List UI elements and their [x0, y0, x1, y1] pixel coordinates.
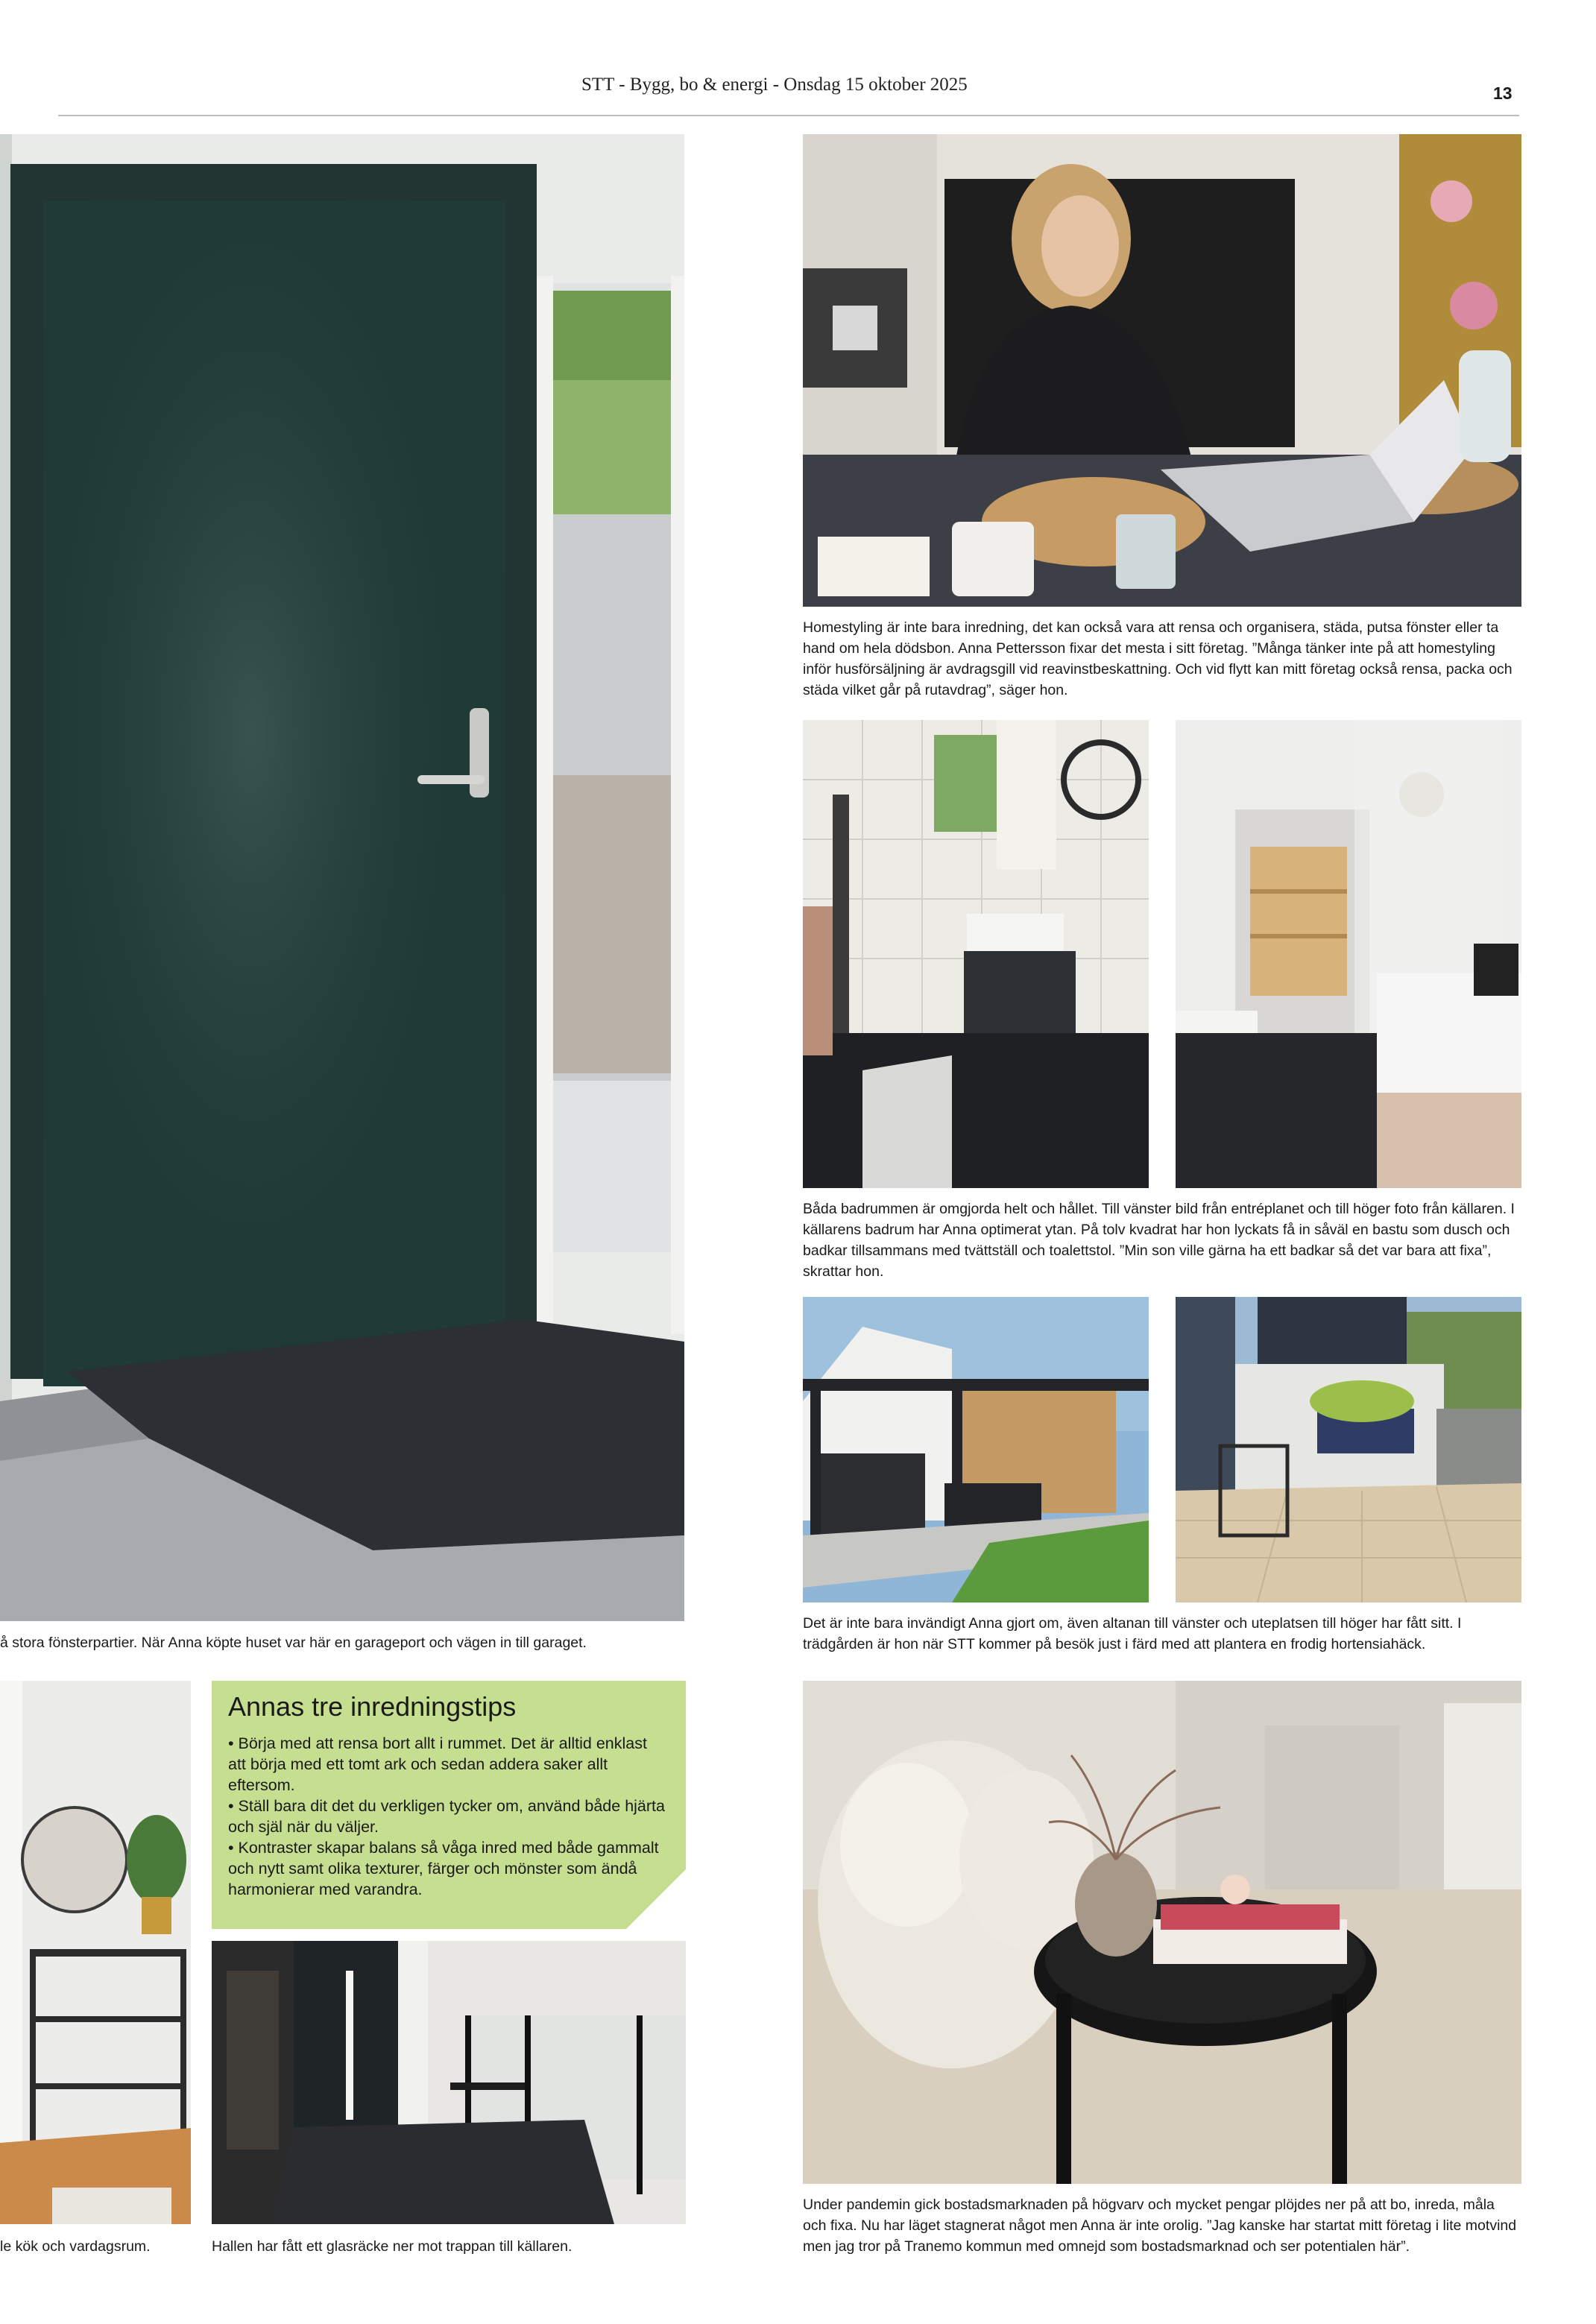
photo-patio: [1176, 1297, 1521, 1603]
caption-outdoor: Det är inte bara invändigt Anna gjort om, även altanan till vänster och uteplatsen till höger har fått sitt. I trädgården är hon när STT kommer på besök just i färd med att plantera en frodig hortensiahäck.: [803, 1615, 1462, 1652]
header-rule: [58, 115, 1519, 116]
caption-bathrooms: Båda badrummen är omgjorda helt och hållet. Till vänster bild från entréplanet och till höger foto från källaren. I källarens badrum har Anna optimerat ytan. På tolv kvadrat har hon lyckats få in såväl en bastu som dusch och badkar tillsammans med tvättställ och toalettstol. ”Min son ville gärna ha ett badkar så det var bara att fixa”, skrattar hon.: [803, 1201, 1515, 1280]
tips-box: [212, 1681, 686, 1929]
photo-bathroom-basement: [1176, 720, 1521, 1188]
publication-title: STT - Bygg, bo & energi - Onsdag 15 oktober 2025: [581, 75, 968, 95]
tips-list: [228, 1733, 668, 1900]
page-number: 13: [1493, 83, 1513, 103]
photo-kitchen-shelf: [0, 1681, 191, 2224]
photo-bathroom-entry: [803, 720, 1149, 1188]
photo-side-table: [803, 1681, 1521, 2184]
photo-deck-pergola: [803, 1297, 1149, 1603]
caption-pandemic: Under pandemin gick bostadsmarknaden på högvarv och mycket pengar plöjdes ner på att bo, inreda, måla och fixa. Nu har läget stagnerat något men Anna är inte orolig. ”Jag kanske har startat mitt företag i lite motvind men jag tror på Tranemo kommun med omnejd som bostadsmarknad och ser potentialen här”.: [803, 2197, 1517, 2255]
tips-heading: Annas tre inredningstips: [228, 1691, 517, 1722]
caption-kitchen: le kök och vardagsrum.: [0, 2238, 151, 2255]
caption-door: å stora fönsterpartier. När Anna köpte huset var här en garageport och vägen in till garaget.: [0, 1635, 587, 1651]
photo-front-door: [0, 134, 684, 1621]
caption-homestyling: Homestyling är inte bara inredning, det kan också vara att rensa och organisera, städa, putsa fönster eller ta hand om hela dödsbon. Anna Pettersson fixar det mesta i sitt företag. ”Många tänker inte på att homestyling inför husförsäljning är avdragsgill vid reavinstbeskattning. Och vid flytt kan mitt företag också rensa, packa och städa vilket går på rutavdrag”, säger hon.: [803, 619, 1513, 698]
tip-item-2: • Ställ bara dit det du verkligen tycker om, använd både hjärta och själ när du väljer.: [228, 1797, 665, 1836]
tip-item-1: • Börja med att rensa bort allt i rummet. Det är alltid enklast att börja med ett tomt ark och sedan addera saker allt eftersom.: [228, 1734, 647, 1794]
tips-box-corner: [626, 1869, 686, 1929]
page-header: [0, 75, 1596, 104]
tip-item-3: • Kontraster skapar balans så våga inred med både gammalt och nytt samt olika texturer, färger och mönster som ändå harmonierar med varandra.: [228, 1839, 659, 1898]
caption-hallway: Hallen har fått ett glasräcke ner mot trappan till källaren.: [212, 2238, 573, 2255]
photo-hallway: [212, 1941, 686, 2224]
photo-woman-laptop: [803, 134, 1521, 607]
